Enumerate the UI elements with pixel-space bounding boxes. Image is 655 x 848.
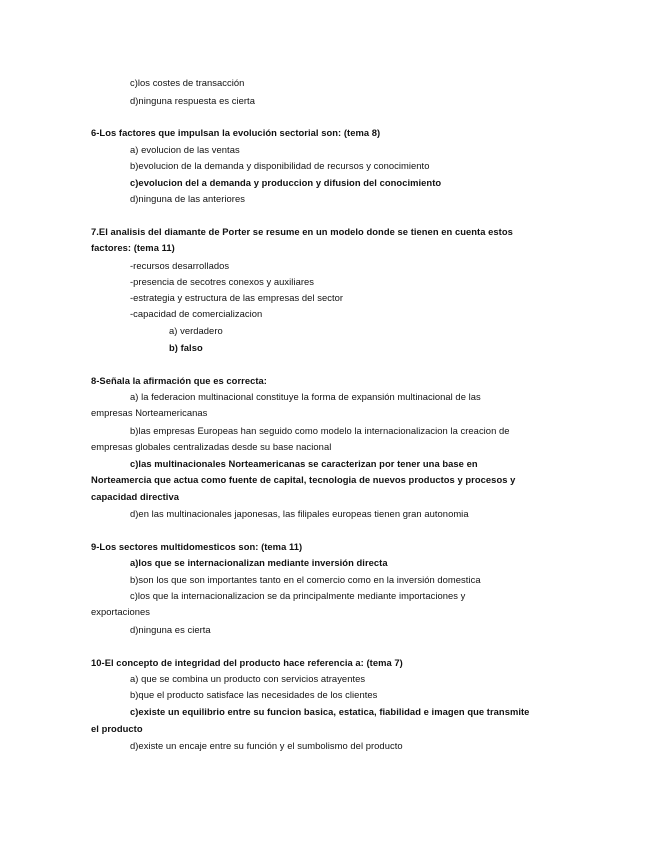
q10-option-b: b)que el producto satisface las necesidades de los clientes bbox=[130, 689, 378, 700]
q7-question-line2: factores: (tema 11) bbox=[91, 242, 175, 253]
q7-question-line1: 7.El analisis del diamante de Porter se resume en un modelo donde se tienen en cuenta estos bbox=[91, 226, 513, 237]
q7-factor-1: -recursos desarrollados bbox=[130, 260, 230, 271]
q10-question: 10-El concepto de integridad del producto hace referencia a: (tema 7) bbox=[91, 657, 403, 668]
q8-question: 8-Señala la afirmación que es correcta: bbox=[91, 375, 267, 386]
q7-factor-2: -presencia de secotres conexos y auxiliares bbox=[130, 276, 315, 287]
q5-option-c: c)los costes de transacción bbox=[130, 77, 245, 88]
q10-option-a: a) que se combina un producto con servicios atrayentes bbox=[130, 673, 366, 684]
q9-option-a: a)los que se internacionalizan mediante inversión directa bbox=[130, 557, 388, 568]
q7-factor-3: -estrategia y estructura de las empresas del sector bbox=[130, 292, 344, 303]
q8-option-c-line2: Norteamercia que actua como fuente de capital, tecnologia de nuevos productos y procesos y bbox=[91, 474, 516, 485]
q6-option-d: d)ninguna de las anteriores bbox=[130, 193, 245, 204]
q8-option-b-line1: b)las empresas Europeas han seguido como modelo la internacionalizacion la creacion de bbox=[130, 425, 510, 436]
q8-option-b-line2: empresas globales centralizadas desde su base nacional bbox=[91, 441, 332, 452]
q9-option-d: d)ninguna es cierta bbox=[130, 624, 211, 635]
q8-option-c-line1: c)las multinacionales Norteamericanas se caracterizan por tener una base en bbox=[130, 458, 478, 469]
q7-option-b: b) falso bbox=[169, 342, 203, 353]
q10-option-c-line1: c)existe un equilibrio entre su funcion basica, estatica, fiabilidad e imagen que transmite bbox=[130, 706, 530, 717]
q8-option-d: d)en las multinacionales japonesas, las filipales europeas tienen gran autonomia bbox=[130, 508, 469, 519]
q9-option-c-line2: exportaciones bbox=[91, 606, 151, 617]
q6-option-c: c)evolucion del a demanda y produccion y difusion del conocimiento bbox=[130, 177, 442, 188]
q6-option-a: a) evolucion de las ventas bbox=[130, 144, 240, 155]
q8-option-c-line3: capacidad directiva bbox=[91, 491, 179, 502]
q10-option-c-line2: el producto bbox=[91, 723, 143, 734]
q9-option-b: b)son los que son importantes tanto en el comercio como en la inversión domestica bbox=[130, 574, 481, 585]
q5-option-d: d)ninguna respuesta es cierta bbox=[130, 95, 255, 106]
q7-factor-4: -capacidad de comercializacion bbox=[130, 308, 263, 319]
q9-question: 9-Los sectores multidomesticos son: (tema 11) bbox=[91, 541, 303, 552]
q10-option-d: d)existe un encaje entre su función y el sumbolismo del producto bbox=[130, 740, 403, 751]
q9-option-c-line1: c)los que la internacionalizacion se da principalmente mediante importaciones y bbox=[130, 590, 466, 601]
q8-option-a-line2: empresas Norteamericanas bbox=[91, 407, 208, 418]
q6-option-b: b)evolucion de la demanda y disponibilidad de recursos y conocimiento bbox=[130, 160, 430, 171]
q7-option-a: a) verdadero bbox=[169, 325, 223, 336]
q6-question: 6-Los factores que impulsan la evolución sectorial son: (tema 8) bbox=[91, 127, 381, 138]
q8-option-a-line1: a) la federacion multinacional constituye la forma de expansión multinacional de las bbox=[130, 391, 481, 402]
